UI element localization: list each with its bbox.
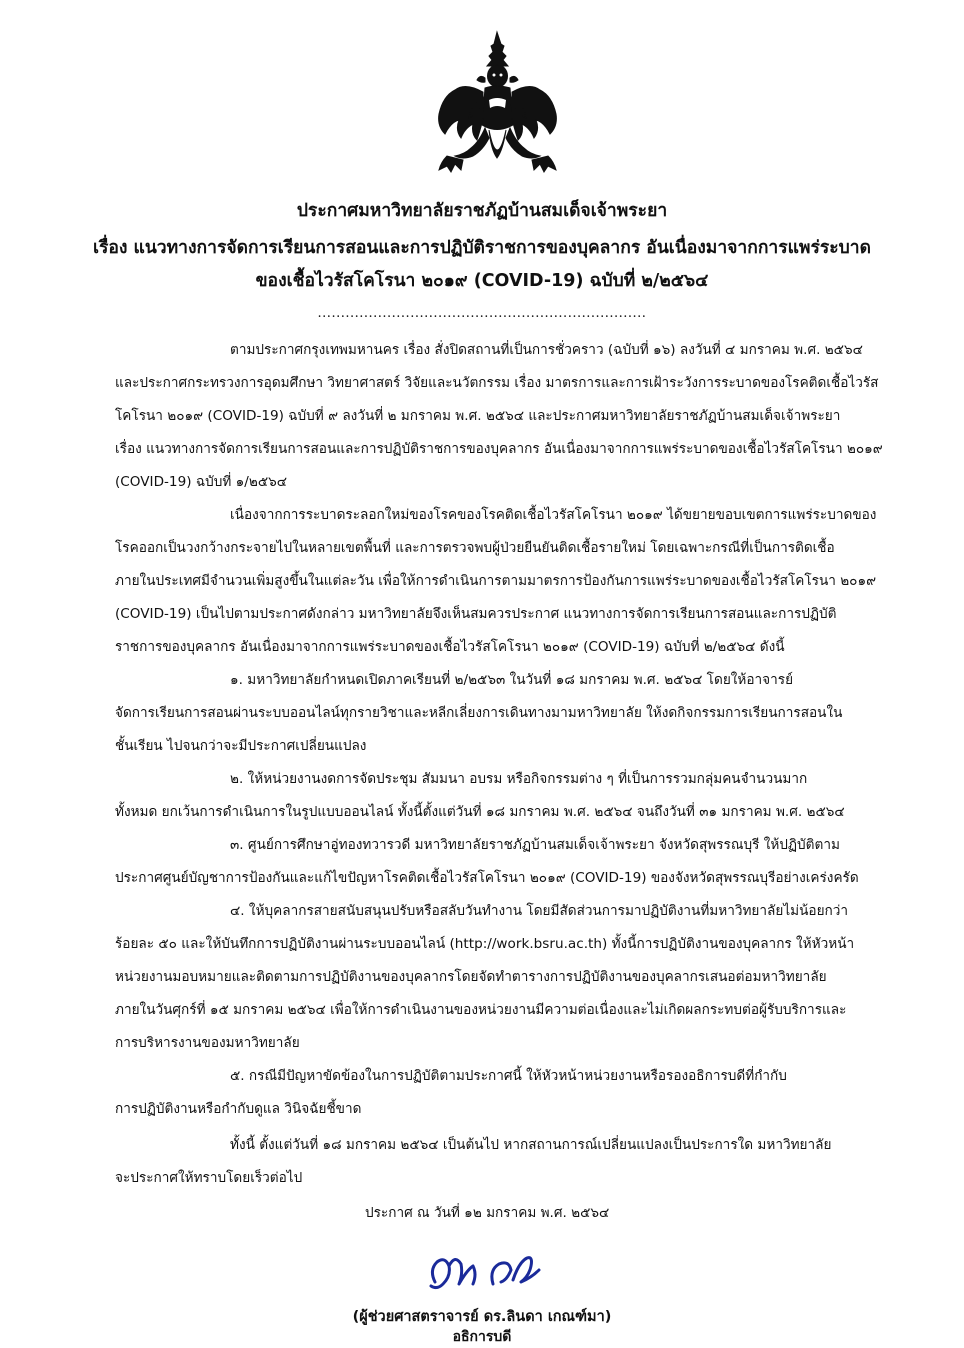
- list-item: ชั้นเรียน ไปจนกว่าจะมีประกาศเปลี่ยนแปลง: [115, 738, 367, 754]
- list-item: ๔. ให้บุคลากรสายสนับสนุนปรับหรือสลับวันทำงาน โดยมีสัดส่วนการมาปฏิบัติงานที่มหาวิทยาลัยไม่น้อยกว่า: [230, 903, 849, 919]
- paragraph-line: ตามประกาศกรุงเทพมหานคร เรื่อง สั่งปิดสถานที่เป็นการชั่วคราว (ฉบับที่ ๑๖) ลงวันที่ ๔ มกราคม พ.ศ. ๒๕๖๔: [230, 342, 863, 358]
- paragraph-line: เนื่องจากการระบาดระลอกใหม่ของโรคของโรคติดเชื้อไวรัสโคโรนา ๒๐๑๙ ได้ขยายขอบเขตการแพร่ระบาดของ: [230, 507, 877, 523]
- paragraph-line: โรคออกเป็นวงกว้างกระจายไปในหลายเขตพื้นที่ และการตรวจพบผู้ป่วยยืนยันติดเชื้อรายใหม่ โดยเฉพาะกรณีที่เป็นการติดเชื้อ: [115, 540, 835, 556]
- list-item: การบริหารงานของมหาวิทยาลัย: [115, 1035, 300, 1051]
- list-item: จัดการเรียนการสอนผ่านระบบออนไลน์ทุกรายวิชาและหลีกเลี่ยงการเดินทางมามหาวิทยาลัย ให้งดกิจกรรมการเรียนการสอนใน: [115, 705, 843, 721]
- paragraph-line: ราชการของบุคลากร อันเนื่องมาจากการแพร่ระบาดของเชื้อไวรัสโคโรนา ๒๐๑๙ (COVID-19) ฉบับที่ ๒/๒๕๖๔ ดังนี้: [115, 639, 785, 655]
- signatory-name: (ผู้ช่วยศาสตราจารย์ ดร.ลินดา เกณฑ์มา): [352, 1309, 612, 1325]
- list-item: ประกาศศูนย์บัญชาการป้องกันและแก้ไขปัญหาโรคติดเชื้อไวรัสโคโรนา ๒๐๑๙ (COVID-19) ของจังหวัดสุพรรณบุรีอย่างเคร่งครัด: [115, 870, 859, 886]
- list-item: ๕. กรณีมีปัญหาขัดข้องในการปฏิบัติตามประกาศนี้ ให้หัวหน้าหน่วยงานหรือรองอธิการบดีที่กำกับ: [230, 1068, 787, 1084]
- list-item: ๑. มหาวิทยาลัยกำหนดเปิดภาคเรียนที่ ๒/๒๕๖๓ ในวันที่ ๑๘ มกราคม พ.ศ. ๒๕๖๔ โดยให้อาจารย์: [230, 672, 794, 688]
- signatory-position: อธิการบดี: [452, 1329, 512, 1345]
- paragraph-line: เรื่อง แนวทางการจัดการเรียนการสอนและการปฏิบัติราชการของบุคลากร อันเนื่องมาจากการแพร่ระบาดของเชื้อไวรัสโคโรนา ๒๐๑๙: [115, 441, 883, 457]
- announcement-subject-cont: ของเชื้อไวรัสโคโรนา ๒๐๑๙ (COVID-19) ฉบับที่ ๒/๒๕๖๔: [255, 271, 709, 291]
- paragraph-line: และประกาศกระทรวงการอุดมศึกษา วิทยาศาสตร์ วิจัยและนวัตกรรม เรื่อง มาตรการและการเฝ้าระวังการระบาดของโรคติดเชื้อไวรัส: [115, 375, 879, 391]
- list-item: ร้อยละ ๕๐ และให้บันทึกการปฏิบัติงานผ่านระบบออนไลน์ (http://work.bsru.ac.th) ทั้งนี้การปฏิบัติงานของบุคลากร ให้หัวหน้า: [115, 936, 855, 952]
- list-item: ๓. ศูนย์การศึกษาอู่ทองทวารวดี มหาวิทยาลัยราชภัฏบ้านสมเด็จเจ้าพระยา จังหวัดสุพรรณบุรี ให้ปฏิบัติตาม: [230, 837, 840, 853]
- closing-line: ทั้งนี้ ตั้งแต่วันที่ ๑๘ มกราคม ๒๕๖๔ เป็นต้นไป หากสถานการณ์เปลี่ยนแปลงเป็นประการใด มหาวิทยาลัย: [230, 1137, 832, 1153]
- garuda-emblem-icon: [425, 30, 570, 180]
- list-item: ทั้งหมด ยกเว้นการดำเนินการในรูปแบบออนไลน์ ทั้งนี้ตั้งแต่วันที่ ๑๘ มกราคม พ.ศ. ๒๕๖๔ จนถึงวันที่ ๓๑ มกราคม พ.ศ. ๒๕๖๔: [115, 804, 845, 820]
- paragraph-line: ภายในประเทศมีจำนวนเพิ่มสูงขึ้นในแต่ละวัน เพื่อให้การดำเนินการตามมาตรการป้องกันการแพร่ระบาดของเชื้อไวรัสโคโรนา ๒๐๑๙: [115, 573, 877, 589]
- announce-date: ประกาศ ณ วันที่ ๑๒ มกราคม พ.ศ. ๒๕๖๔: [365, 1205, 610, 1221]
- paragraph-line: (COVID-19) เป็นไปตามประกาศดังกล่าว มหาวิทยาลัยจึงเห็นสมควรประกาศ แนวทางการจัดการเรียนการสอนและการปฏิบัติ: [115, 606, 837, 622]
- announcement-subject: เรื่อง แนวทางการจัดการเรียนการสอนและการปฏิบัติราชการของบุคลากร อันเนื่องมาจากการแพร่ระบาด: [93, 238, 871, 258]
- list-item: การปฏิบัติงานหรือกำกับดูแล วินิจฉัยชี้ขาด: [115, 1101, 362, 1117]
- closing-line: จะประกาศให้ทราบโดยเร็วต่อไป: [115, 1170, 303, 1186]
- list-item: ภายในวันศุกร์ที่ ๑๕ มกราคม ๒๕๖๔ เพื่อให้การดำเนินงานของหน่วยงานมีความต่อเนื่องและไม่เกิดผลกระทบต่อผู้รับบริการและ: [115, 1002, 847, 1018]
- signature-icon: [415, 1240, 555, 1300]
- list-item: หน่วยงานมอบหมายและติดตามการปฏิบัติงานของบุคลากรโดยจัดทำตารางการปฏิบัติงานของบุคลากรเสนอต่อมหาวิทยาลัย: [115, 969, 827, 985]
- announcement-title: ประกาศมหาวิทยาลัยราชภัฏบ้านสมเด็จเจ้าพระยา: [296, 201, 668, 221]
- paragraph-line: โคโรนา ๒๐๑๙ (COVID-19) ฉบับที่ ๙ ลงวันที่ ๒ มกราคม พ.ศ. ๒๕๖๔ และประกาศมหาวิทยาลัยราชภัฏบ้านสมเด็จเจ้าพระยา: [115, 408, 841, 424]
- list-item: ๒. ให้หน่วยงานงดการจัดประชุม สัมมนา อบรม หรือกิจกรรมต่าง ๆ ที่เป็นการรวมกลุ่มคนจำนวนมาก: [230, 771, 808, 787]
- paragraph-line: (COVID-19) ฉบับที่ ๑/๒๕๖๔: [115, 474, 288, 490]
- title-separator: .......................................................................: [317, 306, 647, 321]
